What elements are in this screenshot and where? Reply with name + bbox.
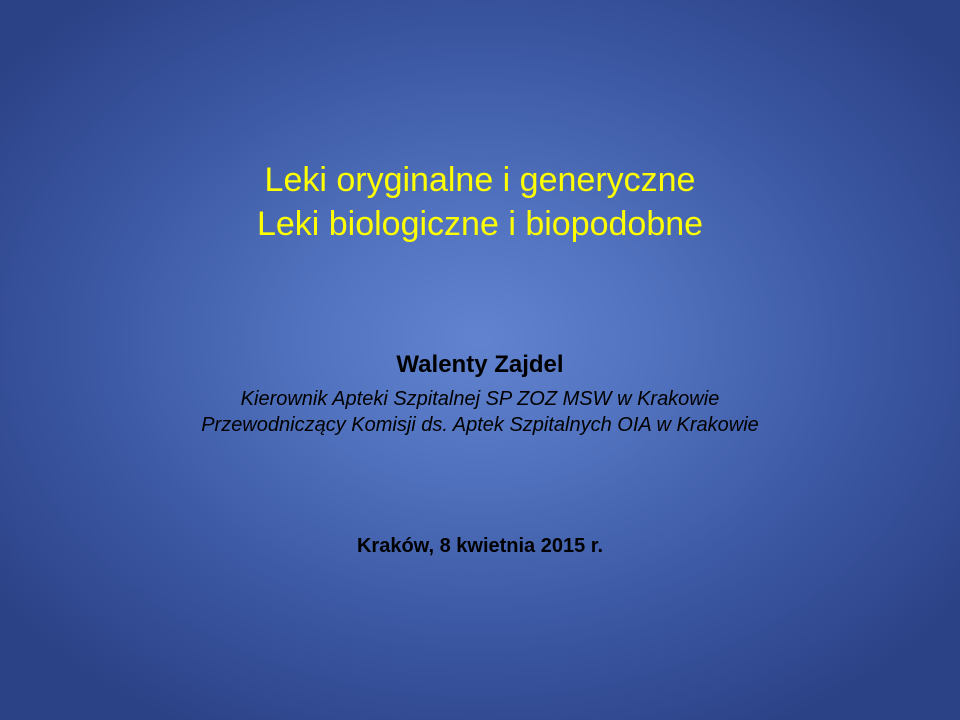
title-line-2: Leki biologiczne i biopodobne [256,205,704,243]
place-and-date: Kraków, 8 kwietnia 2015 r. [356,535,604,557]
title-line-1: Leki oryginalne i generyczne [264,161,696,199]
author-name: Walenty Zajdel [396,351,564,378]
slide-title [0,158,960,246]
author-info [0,350,960,438]
author-role-1: Kierownik Apteki Szpitalnej SP ZOZ MSW w Krakowie [240,388,720,410]
author-role-2: Przewodniczący Komisji ds. Aptek Szpitalnych OIA w Krakowie [201,414,759,436]
